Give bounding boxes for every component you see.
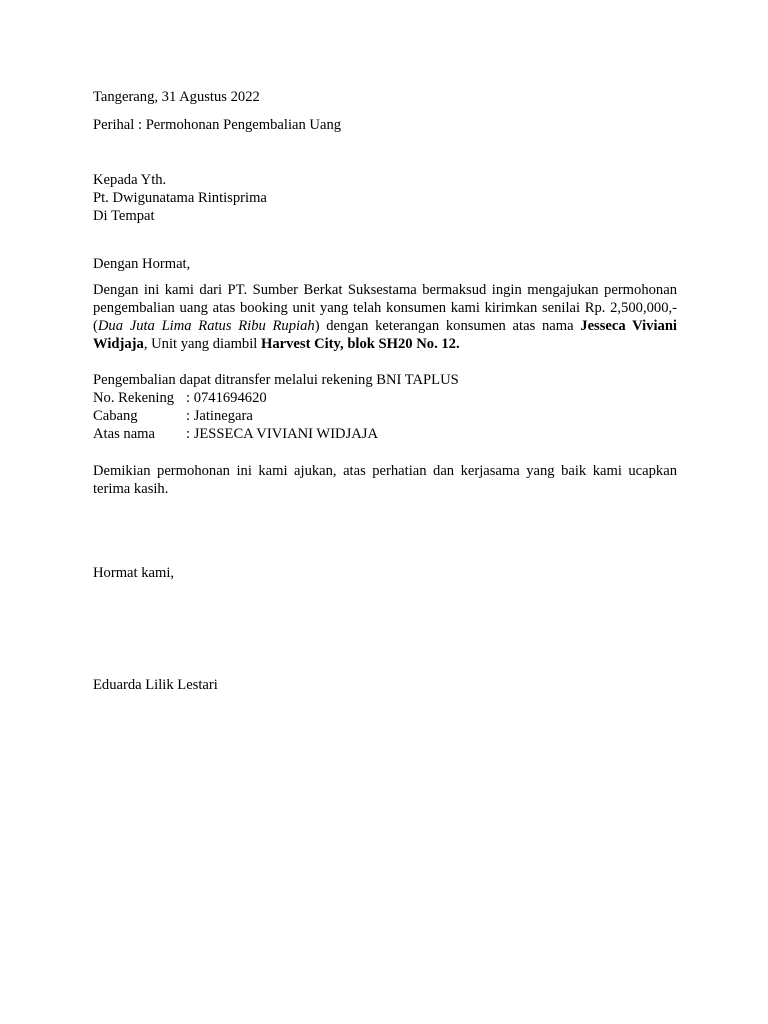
recipient-line-1: Kepada Yth. (93, 172, 167, 188)
unit-info: Harvest City, blok SH20 No. 12. (260, 336, 460, 352)
body-text-3: , Unit yang diambil (143, 336, 261, 352)
closing-paragraph: Demikian permohonan ini kami ajukan, atas perhatian dan kerjasama yang baik kami ucapkan terima kasih. (93, 463, 677, 497)
branch-row (93, 407, 253, 425)
branch-label: Cabang (93, 408, 138, 424)
account-holder-value: : JESSECA VIVIANI WIDJAJA (186, 426, 379, 442)
account-holder-row (93, 425, 378, 443)
sign-off: Hormat kami, (93, 565, 175, 581)
account-number-label: No. Rekening (93, 390, 175, 406)
account-holder-label: Atas nama (93, 426, 156, 442)
branch-value: : Jatinegara (186, 408, 253, 424)
signatory-name: Eduarda Lilik Lestari (93, 677, 218, 693)
account-number-value: : 0741694620 (186, 390, 267, 406)
body-text-1: Dengan ini kami dari PT. Sumber Berkat Suksestama bermaksud ingin mengajukan permohonan pengembalian uang atas booking unit yang telah konsumen kami kirimkan senilai Rp. 2,500,000,- ( (93, 282, 677, 334)
greeting: Dengan Hormat, (93, 256, 191, 272)
customer-name: Jesseca Viviani Widjaja (93, 318, 677, 352)
amount-in-words: Dua Juta Lima Ratus Ribu Rupiah (97, 318, 315, 334)
subject-line: Perihal : Permohonan Pengembalian Uang (93, 117, 342, 133)
body-paragraph (93, 281, 677, 353)
recipient-line-3: Di Tempat (93, 208, 155, 224)
account-number-row (93, 389, 267, 407)
transfer-intro: Pengembalian dapat ditransfer melalui rekening BNI TAPLUS (93, 372, 459, 388)
body-text-2: ) dengan keterangan konsumen atas nama (314, 318, 581, 334)
place-date: Tangerang, 31 Agustus 2022 (93, 89, 260, 105)
recipient-line-2: Pt. Dwigunatama Rintisprima (93, 190, 267, 206)
